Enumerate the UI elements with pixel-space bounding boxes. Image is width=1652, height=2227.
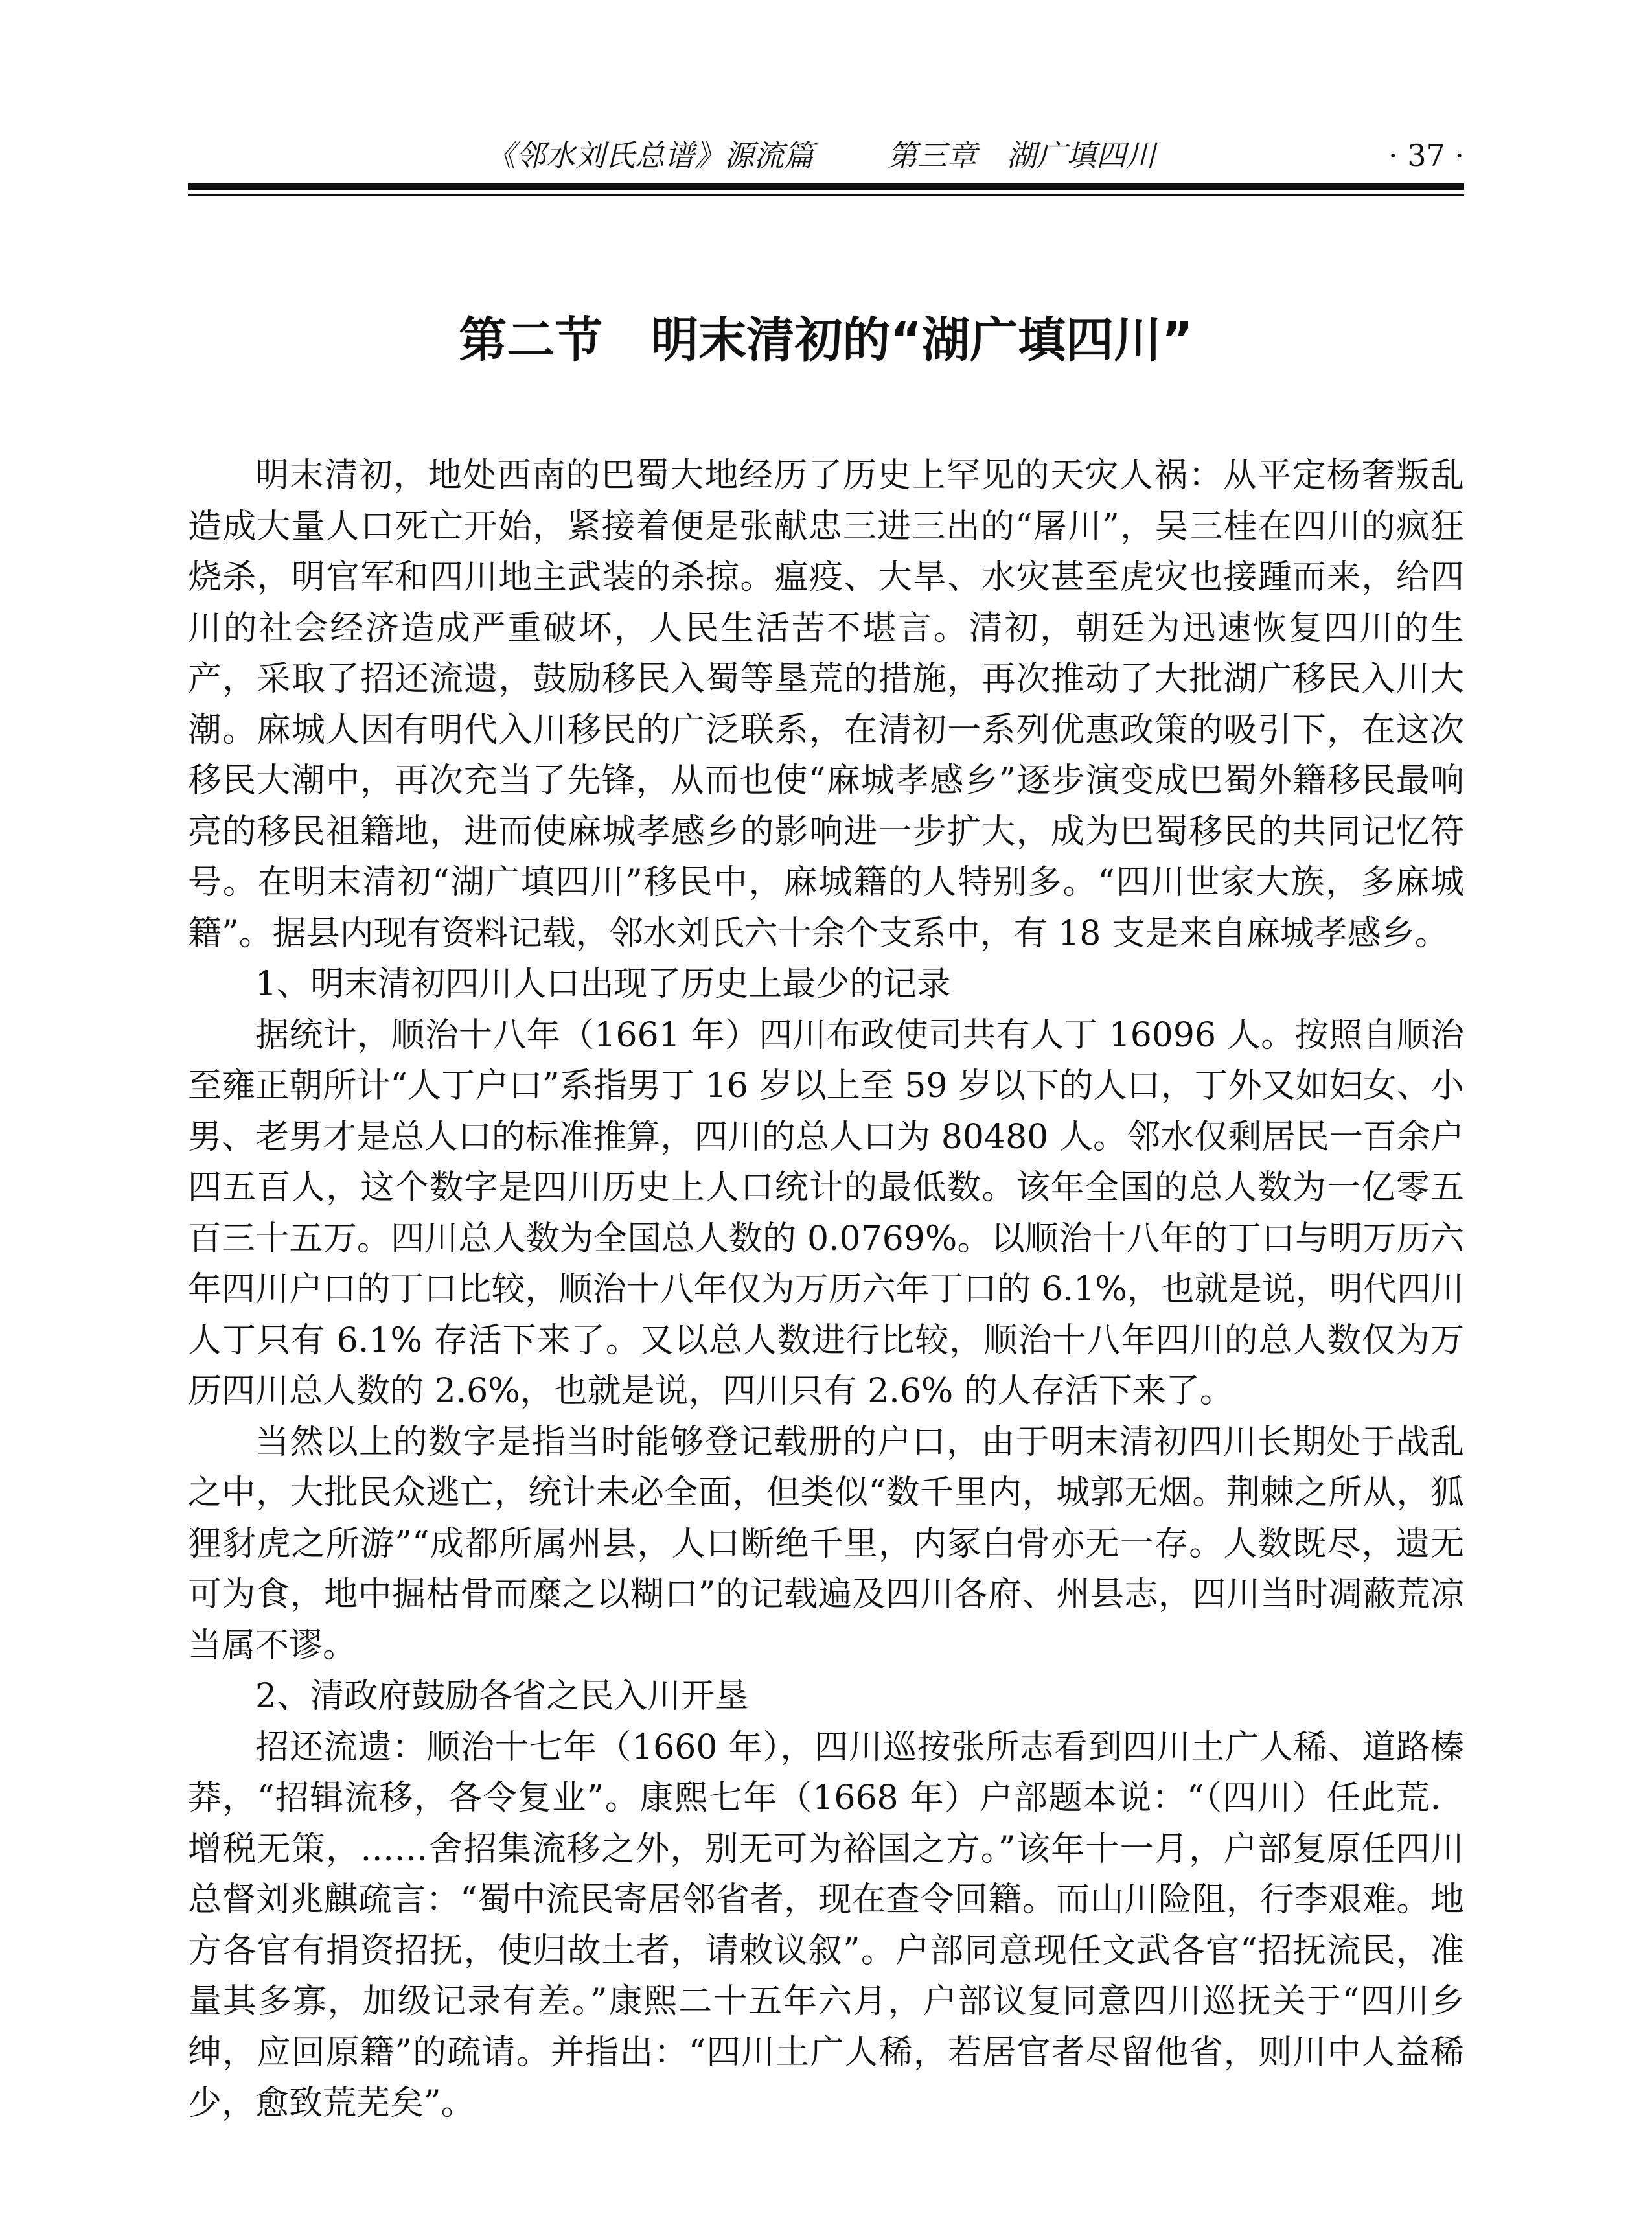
subheading-population-record: 1、明末清初四川人口出现了历史上最少的记录 [255,965,951,1004]
body-text [188,450,1464,2129]
section-title: 第二节 明末清初的“湖广填四川” [459,312,1193,368]
paragraph-intro: 明末清初，地处西南的巴蜀大地经历了历史上罕见的天灾人祸：从平定杨奢叛乱造成大量人口死亡开始，紧接着便是张献忠三进三出的“屠川”，吴三桂在四川的疯狂烧杀，明官军和四川地主武装的杀掠。瘟疫、大旱、水灾甚至虎灾也接踵而来，给四川的社会经济造成严重破坏，人民生活苦不堪言。清初，朝廷为迅速恢复四川的生产，采取了招还流遗，鼓励移民入蜀等垦荒的措施，再次推动了大批湖广移民入川大潮。麻城人因有明代入川移民的广泛联系，在清初一系列优惠政策的吸引下，在这次移民大潮中，再次充当了先锋，从而也使“麻城孝感乡”逐步演变成巴蜀外籍移民最响亮的移民祖籍地，进而使麻城孝感乡的影响进一步扩大，成为巴蜀移民的共同记忆符号。在明末清初“湖广填四川”移民中，麻城籍的人特别多。“四川世家大族，多麻城籍”。据县内现有资料记载，邻水刘氏六十余个支系中，有 18 支是来自麻城孝感乡。 [188,456,1464,953]
paragraph-recall-refugees: 招还流遗：顺治十七年（1660 年），四川巡按张所志看到四川土广人稀、道路榛莽，“招辑流移，各令复业”。康熙七年（1668 年）户部题本说：“（四川）任此荒．增税无策，……舍招集流移之外，别无可为裕国之方。”该年十一月，户部复原任四川总督刘兆麒疏言：“蜀中流民寄居邻省者，现在查令回籍。而山川险阻，行李艰难。地方各官有捐资招抚，使归故土者，请敕议叙”。户部同意现任文武各官“招抚流民，准量其多寡，加级记录有差。”康熙二十五年六月，户部议复同意四川巡抚关于“四川乡绅，应回原籍”的疏请。并指出：“四川土广人稀，若居官者尽留他省，则川中人益稀少，愈致荒芜矣”。 [188,1727,1464,2123]
header-rule-thick [188,183,1464,190]
paragraph-population-statistics: 据统计，顺治十八年（1661 年）四川布政使司共有人丁 16096 人。按照自顺治至雍正朝所计“人丁户口”系指男丁 16 岁以上至 59 岁以下的人口，丁外又如妇女、小男、老男才是总人口的标准推算，四川的总人口为 80480 人。邻水仅剩居民一百余户四五百人，这个数字是四川历史上人口统计的最低数。该年全国的总人数为一亿零五百三十五万。四川总人数为全国总人数的 0.0769%。以顺治十八年的丁口与明万历六年四川户口的丁口比较，顺治十八年仅为万历六年丁口的 6.1%，也就是说，明代四川人丁只有 6.1% 存活下来了。又以总人数进行比较，顺治十八年四川的总人数仅为万历四川总人数的 2.6%，也就是说，四川只有 2.6% 的人存活下来了。 [188,1015,1464,1411]
subheading-migration-policy: 2、清政府鼓励各省之民入川开垦 [255,1677,749,1716]
running-header [188,130,1464,181]
page-number: · 37 · [1388,138,1464,173]
header-book-title: 《邻水刘氏总谱》源流篇 [486,138,814,173]
header-chapter-title: 第三章 湖广填四川 [888,138,1156,173]
paragraph-records-note: 当然以上的数字是指当时能够登记载册的户口，由于明末清初四川长期处于战乱之中，大批民众逃亡，统计未必全面，但类似“数千里内，城郭无烟。荆棘之所从，狐狸豺虎之所游”“成都所属州县，人口断绝千里，内冢白骨亦无一存。人数既尽，遗无可为食，地中掘枯骨而糜之以糊口”的记载遍及四川各府、州县志，四川当时凋蔽荒凉当属不谬。 [188,1422,1464,1665]
header-rule-thin [188,194,1464,196]
